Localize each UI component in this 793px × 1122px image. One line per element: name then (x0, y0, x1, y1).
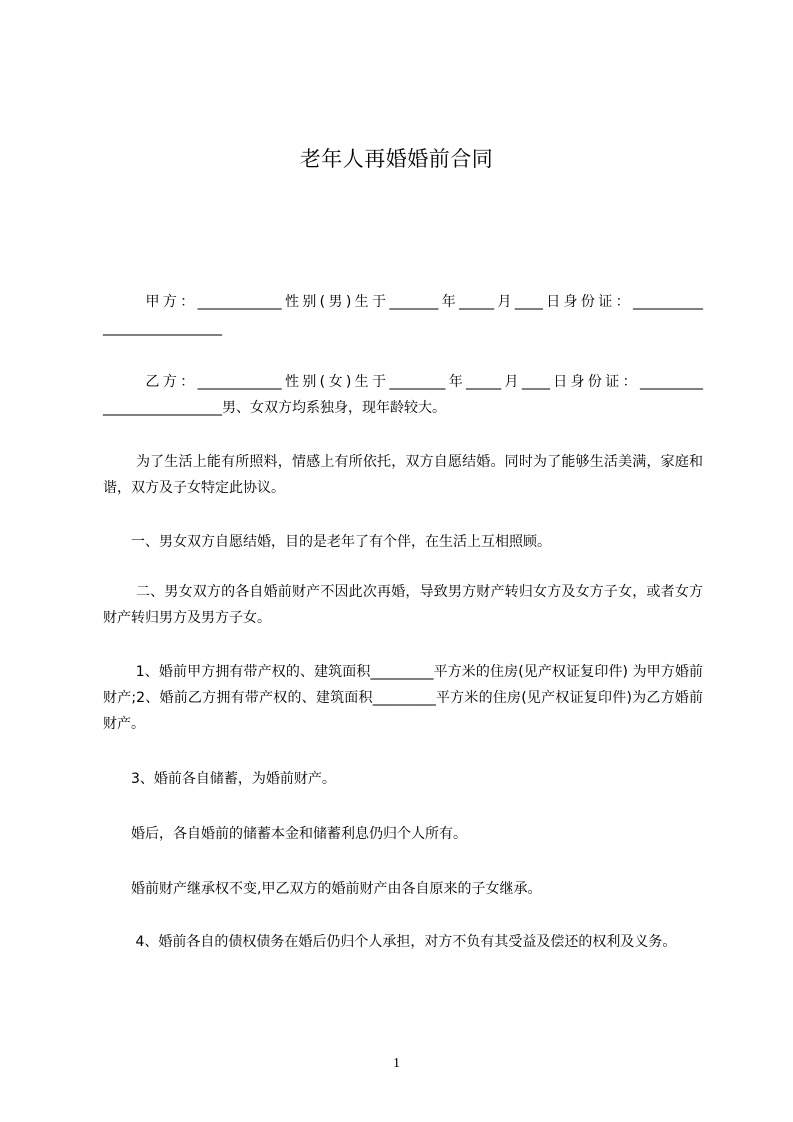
purpose-paragraph: 为了生活上能有所照料，情感上有所依托，双方自愿结婚。同时为了能够生活美满，家庭和谐，双方及子女特定此协议。 (103, 454, 703, 496)
party-a-paragraph: 甲方：____________性别(男)生于_______年_____月____日身份证：__________ _________________ (103, 294, 703, 336)
clause-3-paragraph: 3、婚前各自储蓄，为婚前财产。 (103, 771, 336, 787)
clause-2-1-paragraph: 1、婚前甲方拥有带产权的、建筑面积_________平方米的住房(见产权证复印件) 为甲方婚前财产;2、婚前乙方拥有带产权的、建筑面积_________平方米的住房(见产权证复印件)为乙方婚前财产。 (103, 664, 703, 732)
clause-2-paragraph: 二、男女双方的各自婚前财产不因此次再婚，导致男方财产转归女方及女方子女，或者女方财产转归男方及男方子女。 (103, 584, 703, 626)
page-title: 老年人再婚婚前合同 (299, 147, 494, 171)
party-b-paragraph: 乙方：____________性别(女)生于________年_____月____日身份证：_________ _________________男、女双方均系独身，现年龄较大。 (103, 374, 703, 416)
clause-4-paragraph: 4、婚前各自的债权债务在婚后仍归个人承担，对方不负有其受益及偿还的权利及义务。 (103, 934, 677, 950)
page-number: 1 (393, 1056, 400, 1071)
savings-paragraph: 婚后，各自婚前的储蓄本金和储蓄利息仍归个人所有。 (103, 826, 467, 842)
inheritance-paragraph: 婚前财产继承权不变,甲乙双方的婚前财产由各自原来的子女继承。 (103, 881, 542, 897)
clause-1-paragraph: 一、男女双方自愿结婚，目的是老年了有个伴，在生活上互相照顾。 (103, 534, 551, 550)
